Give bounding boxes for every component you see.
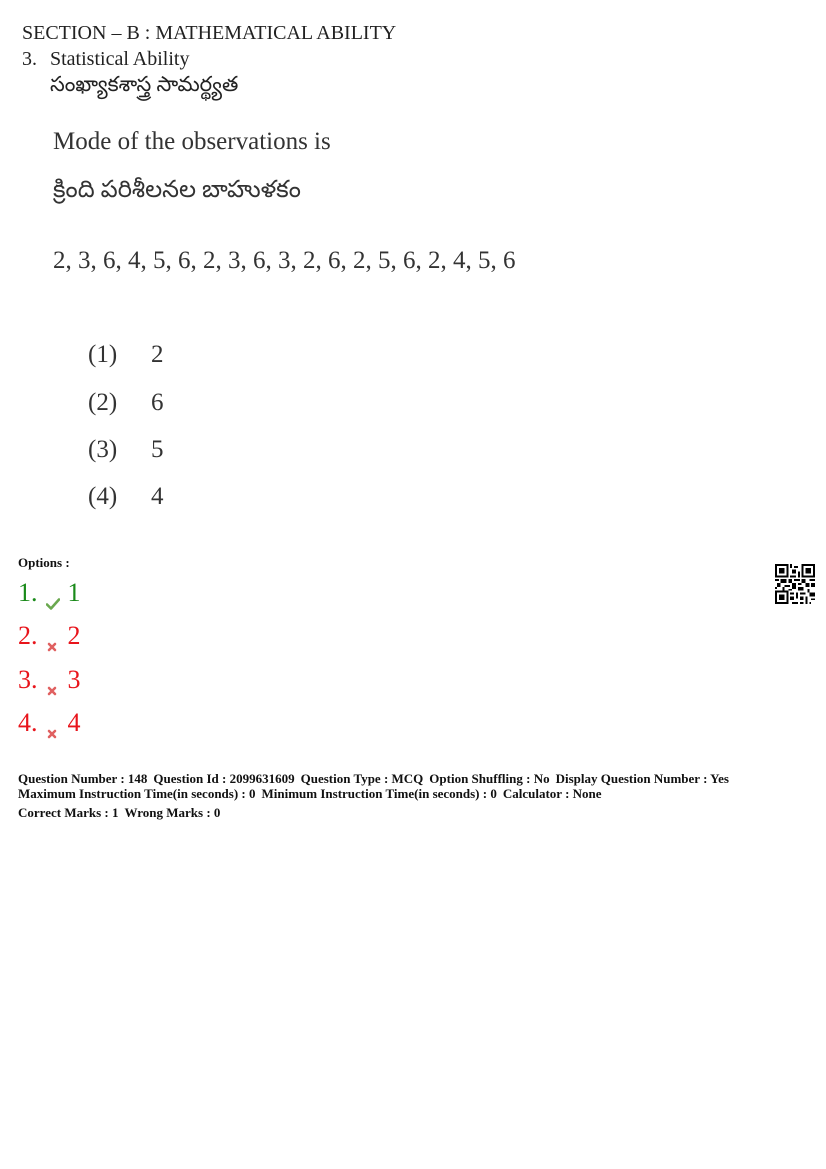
meta-wrong-marks: Wrong Marks : 0	[124, 805, 221, 820]
choice-label: (3)	[88, 436, 118, 463]
meta-question-type: Question Type : MCQ	[300, 771, 424, 786]
option-item	[18, 621, 81, 651]
meta-min-instruction-time: Minimum Instruction Time(in seconds) : 0	[261, 786, 497, 801]
option-value: 3	[67, 665, 81, 694]
question-observations: 2, 3, 6, 4, 5, 6, 2, 3, 6, 3, 2, 6, 2, 5, 6, 2, 4, 5, 6	[53, 247, 516, 274]
choice-value: 2	[151, 341, 164, 368]
topic-line	[22, 47, 189, 71]
option-number: 3.	[18, 665, 38, 694]
option-item	[18, 665, 81, 695]
meta-calculator: Calculator : None	[502, 786, 602, 801]
option-value: 1	[67, 578, 81, 607]
options-heading: Options :	[18, 555, 70, 570]
choice-value: 5	[151, 436, 164, 463]
meta-question-id: Question Id : 2099631609	[153, 771, 295, 786]
option-value: 4	[67, 708, 81, 737]
option-item	[18, 708, 81, 738]
option-number: 1.	[18, 578, 38, 607]
section-title: SECTION – B : MATHEMATICAL ABILITY	[22, 22, 397, 44]
option-number: 2.	[18, 621, 38, 650]
meta-option-shuffling: Option Shuffling : No	[429, 771, 550, 786]
option-item	[18, 578, 81, 608]
choice-value: 4	[151, 483, 164, 510]
question-meta-line-1	[18, 771, 735, 786]
meta-max-instruction-time: Maximum Instruction Time(in seconds) : 0	[18, 786, 256, 801]
option-number: 4.	[18, 708, 38, 737]
cross-icon	[46, 717, 58, 729]
cross-icon	[46, 674, 58, 686]
choice-label: (2)	[88, 389, 118, 416]
choice-label: (4)	[88, 483, 118, 510]
question-choice	[88, 340, 164, 370]
question-text-english: Mode of the observations is	[53, 128, 331, 155]
question-choice	[88, 482, 164, 512]
question-text-telugu: క్రింది పరిశీలనల బాహుళకం	[53, 177, 301, 203]
option-value: 2	[67, 621, 81, 650]
meta-display-question-number: Display Question Number : Yes	[555, 771, 729, 786]
question-choice	[88, 388, 164, 418]
check-icon	[46, 587, 58, 599]
topic-name-telugu: సంఖ్యాకశాస్త్ర సామర్థ్యత	[50, 72, 239, 96]
question-meta-line-2	[18, 786, 608, 801]
choice-label: (1)	[88, 341, 118, 368]
topic-name: Statistical Ability	[50, 48, 190, 70]
meta-correct-marks: Correct Marks : 1	[18, 805, 119, 820]
cross-icon	[46, 630, 58, 642]
qr-code-icon	[775, 564, 815, 604]
question-meta-line-3	[18, 805, 226, 820]
topic-number: 3.	[22, 48, 37, 70]
choice-value: 6	[151, 389, 164, 416]
meta-question-number: Question Number : 148	[18, 771, 148, 786]
question-choice	[88, 435, 164, 465]
